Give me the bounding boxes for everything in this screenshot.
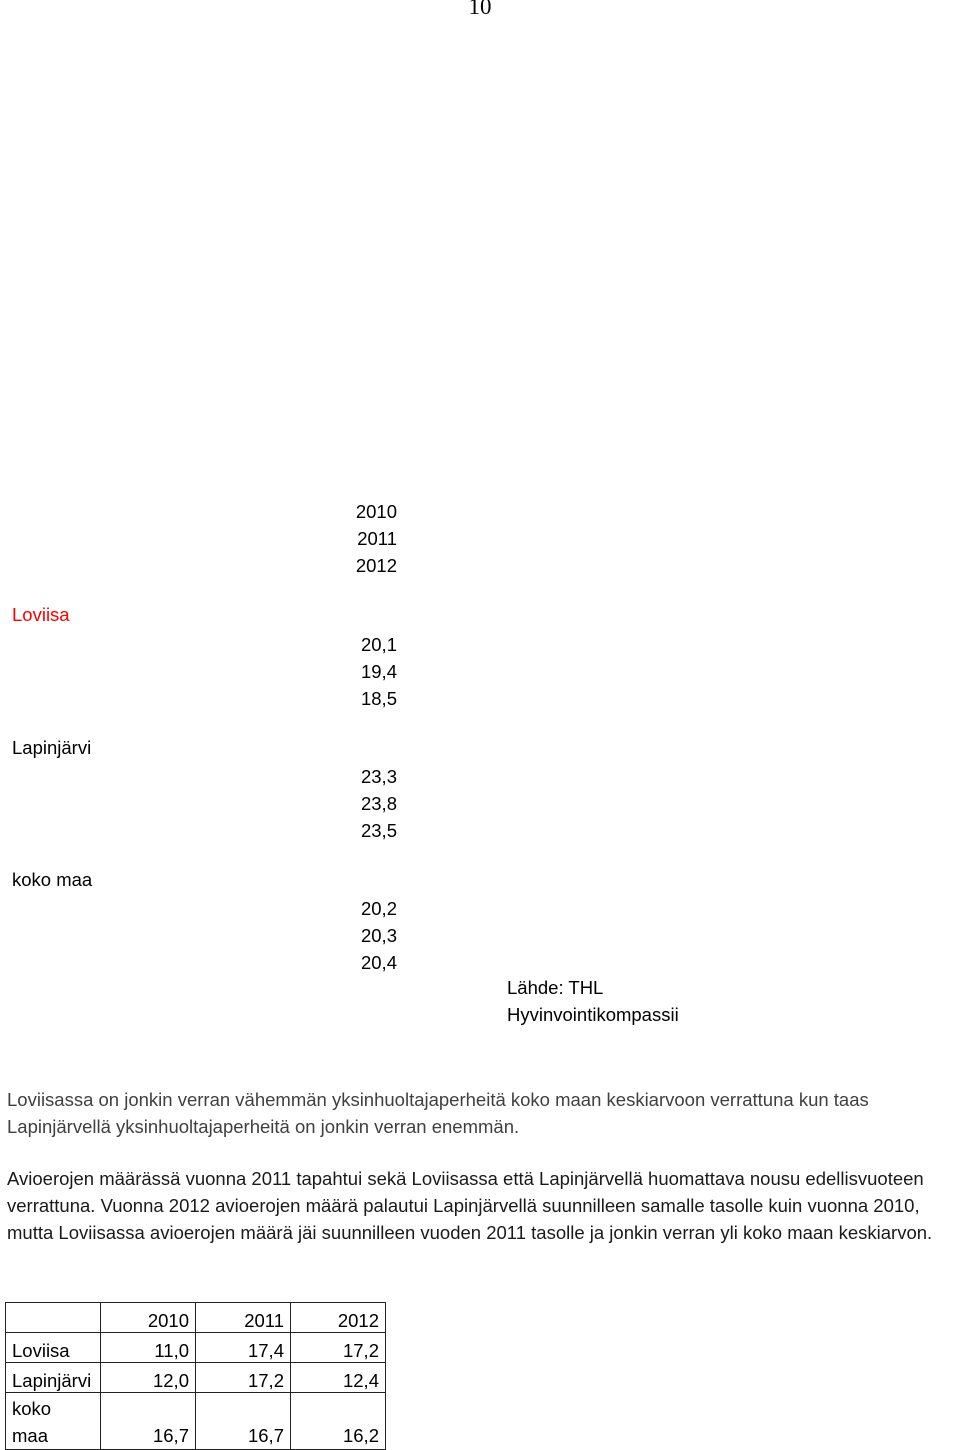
row-label-koko-maa: koko maa	[12, 869, 93, 890]
table-header-row	[6, 1303, 386, 1333]
table-row	[6, 1333, 386, 1363]
year-label: 2011	[357, 528, 397, 549]
value-cell: 23,5	[360, 820, 397, 841]
row-name-line: koko	[12, 1398, 52, 1419]
paragraph-single-parents: Loviisassa on jonkin verran vähemmän yksinhuoltajaperheitä koko maan keskiarvoon verrattuna kun taas Lapinjärvellä yksinhuoltajaperheitä on jonkin verran enemmän.	[7, 1089, 869, 1137]
value-cell: 20,3	[360, 925, 397, 946]
year-label: 2010	[355, 501, 397, 522]
row-name-line: maa	[12, 1425, 48, 1446]
header-cell: 2012	[291, 1303, 386, 1333]
paragraph-divorces: Avioerojen määrässä vuonna 2011 tapahtui sekä Loviisassa että Lapinjärvellä huomattava nousu edellisvuoteen verrattuna. Vuonna 2012 avioerojen määrä palautui Lapinjärvellä suunnilleen samalle tasolle kuin vuonna 2010, mutta Loviisassa avioerojen määrä jäi suunnilleen vuoden 2011 tasolle ja jonkin verran yli koko maan keskiarvon.	[7, 1168, 933, 1243]
value-cell: 20,1	[360, 634, 397, 655]
table-cell: 16,2	[291, 1393, 386, 1450]
table-row	[6, 1363, 386, 1393]
row-label-lapinjarvi: Lapinjärvi	[12, 737, 92, 758]
row-name: Lapinjärvi	[6, 1363, 101, 1393]
table-row	[6, 1393, 386, 1450]
table-cell: 11,0	[101, 1333, 196, 1363]
value-cell: 20,4	[360, 952, 397, 973]
value-cell: 23,8	[360, 793, 397, 814]
table-cell: 17,4	[196, 1333, 291, 1363]
header-cell: 2011	[196, 1303, 291, 1333]
source-line: Lähde: THL	[507, 977, 604, 998]
value-cell: 23,3	[360, 766, 397, 787]
source-line: Hyvinvointikompassii	[507, 1004, 679, 1025]
table-cell: 16,7	[196, 1393, 291, 1450]
value-cell: 18,5	[360, 688, 397, 709]
table-cell: 12,0	[101, 1363, 196, 1393]
page-number: 10	[468, 0, 492, 19]
values-lapinjarvi	[320, 763, 397, 844]
value-cell: 19,4	[360, 661, 397, 682]
source-note	[507, 974, 679, 1028]
table-cell: 12,4	[291, 1363, 386, 1393]
values-loviisa	[320, 631, 397, 712]
row-label-loviisa: Loviisa	[12, 604, 70, 625]
year-label: 2012	[355, 555, 397, 576]
year-list	[320, 498, 397, 579]
values-koko-maa	[320, 895, 397, 976]
divorce-table	[5, 1302, 386, 1450]
table-cell: 17,2	[196, 1363, 291, 1393]
value-cell: 20,2	[360, 898, 397, 919]
header-cell: 2010	[101, 1303, 196, 1333]
row-name: Loviisa	[6, 1333, 101, 1363]
row-name	[6, 1393, 101, 1450]
table-cell: 16,7	[101, 1393, 196, 1450]
header-cell	[6, 1303, 101, 1333]
table-cell: 17,2	[291, 1333, 386, 1363]
